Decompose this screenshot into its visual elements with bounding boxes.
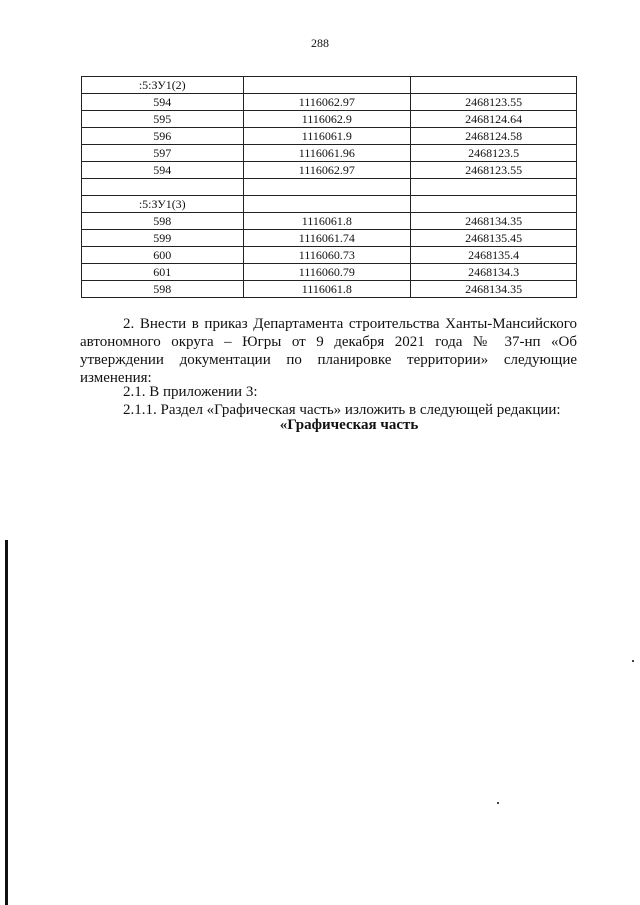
paragraph-appendix-text: 2.1. В приложении 3:	[123, 384, 258, 400]
paragraph-amendment: 2. Внести в приказ Департамента строительства Ханты-Мансийского автономного округа – Югры от 9 декабря 2021 года № 37-нп «Об утверждении документации по планировке территории» следующие изменения:	[80, 316, 577, 386]
x-coordinate-cell: 1116061.9	[243, 128, 411, 145]
x-coordinate-cell	[243, 179, 411, 196]
x-coordinate-cell: 1116060.79	[243, 264, 411, 281]
x-coordinate-cell	[243, 77, 411, 94]
x-coordinate-cell: 1116061.8	[243, 281, 411, 298]
y-coordinate-cell: 2468135.45	[411, 230, 577, 247]
point-cell: 598	[82, 213, 244, 230]
table-row	[82, 77, 577, 94]
point-cell: 595	[82, 111, 244, 128]
scan-speck	[632, 660, 634, 662]
table-row	[82, 213, 577, 230]
x-coordinate-cell: 1116062.9	[243, 111, 411, 128]
scan-edge-mark	[5, 540, 8, 905]
y-coordinate-cell	[411, 179, 577, 196]
paragraph-section-text: 2.1.1. Раздел «Графическая часть» изложить в следующей редакции:	[123, 402, 561, 418]
y-coordinate-cell	[411, 77, 577, 94]
table-row	[82, 111, 577, 128]
y-coordinate-cell: 2468134.35	[411, 213, 577, 230]
x-coordinate-cell	[243, 196, 411, 213]
x-coordinate-cell: 1116061.74	[243, 230, 411, 247]
x-coordinate-cell: 1116060.73	[243, 247, 411, 264]
table-row	[82, 264, 577, 281]
table-row	[82, 196, 577, 213]
scan-speck	[497, 802, 499, 804]
page-number: 288	[311, 36, 329, 50]
table-row	[82, 247, 577, 264]
y-coordinate-cell: 2468134.3	[411, 264, 577, 281]
y-coordinate-cell: 2468123.5	[411, 145, 577, 162]
paragraph-appendix	[80, 383, 577, 401]
point-cell	[82, 179, 244, 196]
table-row	[82, 145, 577, 162]
section-title: «Графическая часть	[279, 417, 419, 433]
point-cell: 594	[82, 94, 244, 111]
point-cell: 599	[82, 230, 244, 247]
y-coordinate-cell: 2468123.55	[411, 162, 577, 179]
table-row	[82, 179, 577, 196]
y-coordinate-cell	[411, 196, 577, 213]
table-row	[82, 281, 577, 298]
table-row	[82, 94, 577, 111]
y-coordinate-cell: 2468124.58	[411, 128, 577, 145]
point-cell: 596	[82, 128, 244, 145]
point-cell: 597	[82, 145, 244, 162]
table-row	[82, 230, 577, 247]
x-coordinate-cell: 1116062.97	[243, 94, 411, 111]
coordinates-table	[81, 76, 577, 298]
table-row	[82, 128, 577, 145]
point-cell: 594	[82, 162, 244, 179]
y-coordinate-cell: 2468134.35	[411, 281, 577, 298]
x-coordinate-cell: 1116062.97	[243, 162, 411, 179]
table-row	[82, 162, 577, 179]
point-cell: 601	[82, 264, 244, 281]
y-coordinate-cell: 2468123.55	[411, 94, 577, 111]
y-coordinate-cell: 2468124.64	[411, 111, 577, 128]
point-cell: :5:ЗУ1(3)	[82, 196, 244, 213]
point-cell: :5:ЗУ1(2)	[82, 77, 244, 94]
point-cell: 600	[82, 247, 244, 264]
x-coordinate-cell: 1116061.96	[243, 145, 411, 162]
point-cell: 598	[82, 281, 244, 298]
x-coordinate-cell: 1116061.8	[243, 213, 411, 230]
y-coordinate-cell: 2468135.4	[411, 247, 577, 264]
